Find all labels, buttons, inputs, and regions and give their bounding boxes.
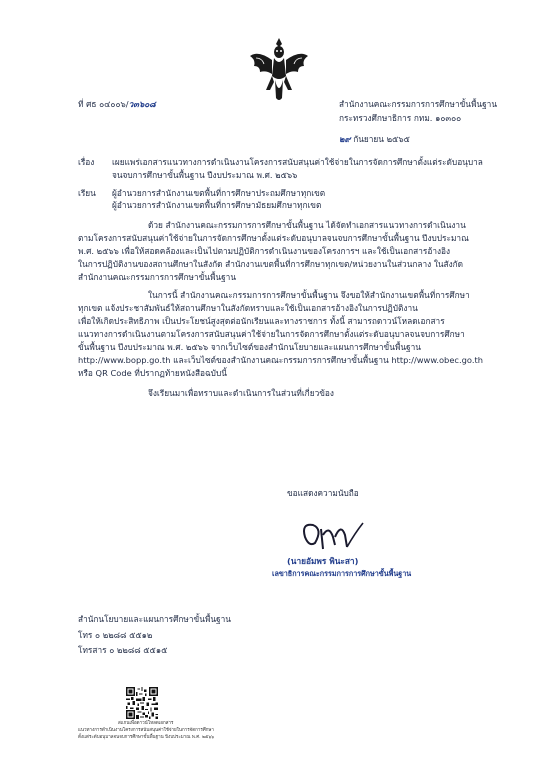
- ministry-address: กระทรวงศึกษาธิการ กทม. ๑๐๓๐๐: [339, 113, 462, 123]
- document-number-handwritten: ว๓๖๐๘: [128, 99, 156, 109]
- paragraph-1-line: พ.ศ. ๒๕๖๖ เพื่อให้สอดคล้องและเป็นไปตามปฏิบัติการดำเนินงานของโครงการฯ และใช้เป็นเอกสารอ้างอิง: [78, 246, 451, 256]
- garuda-emblem-icon: [248, 36, 310, 102]
- footer-unit: สำนักนโยบายและแผนการศึกษาขั้นพื้นฐาน: [78, 614, 231, 624]
- qr-caption-line: ตั้งแต่ระดับอนุบาลจนจบการศึกษาขั้นพื้นฐาน ปีงบประมาณ พ.ศ. ๒๕๖๖: [78, 735, 215, 740]
- qr-caption-line: แนวทางการดำเนินงานโครงการสนับสนุนค่าใช้จ่ายในการจัดการศึกษา: [78, 728, 214, 733]
- qr-caption-line: สแกนเพื่อดาวน์โหลดเอกสาร: [118, 721, 174, 726]
- paragraph-2-line: http://www.bopp.go.th และเว็บไซต์ของสำนักงานคณะกรรมการการศึกษาขั้นพื้นฐาน http://www.obec.go.th: [78, 355, 483, 365]
- paragraph-2-line: ขั้นพื้นฐาน ปีงบประมาณ พ.ศ. ๒๕๖๖ จากเว็บไซต์ของสำนักนโยบายและแผนการศึกษาขั้นพื้นฐาน: [78, 342, 421, 352]
- paragraph-2-line: หรือ QR Code ที่ปรากฏท้ายหนังสือฉบับนี้: [78, 368, 227, 378]
- recipient-label: เรียน: [78, 188, 96, 198]
- paragraph-1-line: ตามโครงการสนับสนุนค่าใช้จ่ายในการจัดการศึกษาตั้งแต่ระดับอนุบาลจนจบการศึกษาขั้นพื้นฐาน ปีงบประมาณ: [78, 233, 469, 243]
- footer-phone: โทร ๐ ๒๒๘๘ ๕๕๑๒: [78, 630, 153, 640]
- signatory-name: (นายอัมพร พินะสา): [287, 556, 359, 566]
- subject-line-1: เผยแพร่เอกสารแนวทางการดำเนินงานโครงการสนับสนุนค่าใช้จ่ายในการจัดการศึกษาตั้งแต่ระดับอนุบาล: [112, 157, 483, 167]
- qr-code-icon[interactable]: [126, 687, 158, 719]
- document-number: [78, 99, 156, 110]
- date-day-handwritten: ๒๙: [339, 134, 351, 144]
- footer-fax: โทรสาร ๐ ๒๒๘๘ ๕๕๑๕: [78, 645, 168, 655]
- signature-salutation: ขอแสดงความนับถือ: [287, 488, 359, 498]
- subject-label: เรื่อง: [78, 157, 95, 167]
- paragraph-2-line: ในการนี้ สำนักงานคณะกรรมการการศึกษาขั้นพื้นฐาน จึงขอให้สำนักงานเขตพื้นที่การศึกษา: [148, 290, 470, 300]
- paragraph-2-line: ทุกเขต แจ้งประชาสัมพันธ์ให้สถานศึกษาในสังกัดทราบและใช้เป็นเอกสารอ้างอิงในการปฏิบัติงาน: [78, 303, 418, 313]
- closing-sentence: จึงเรียนมาเพื่อทราบและดำเนินการในส่วนที่เกี่ยวข้อง: [148, 388, 334, 398]
- office-name: สำนักงานคณะกรรมการการศึกษาขั้นพื้นฐาน: [339, 99, 497, 109]
- paragraph-1-line: สำนักงานคณะกรรมการการศึกษาขั้นพื้นฐาน: [78, 272, 236, 282]
- paragraph-2-line: เพื่อให้เกิดประสิทธิภาพ เป็นประโยชน์สูงสุดต่อนักเรียนและทางราชการ ทั้งนี้ สามารถดาวน์โหลดเอกสาร: [78, 316, 445, 326]
- paragraph-1-line: ในการปฏิบัติงานของสถานศึกษาในสังกัด สำนักงานเขตพื้นที่การศึกษาทุกเขต/หน่วยงานในส่วนกลาง ในสังกัด: [78, 259, 464, 269]
- paragraph-1-line: ด้วย สำนักงานคณะกรรมการการศึกษาขั้นพื้นฐาน ได้จัดทำเอกสารแนวทางการดำเนินงาน: [148, 220, 466, 230]
- signatory-position: เลขาธิการคณะกรรมการการศึกษาขั้นพื้นฐาน: [272, 569, 412, 578]
- paragraph-2-line: แนวทางการดำเนินงานตามโครงการสนับสนุนค่าใช้จ่ายในการจัดการศึกษาตั้งแต่ระดับอนุบาลจนจบการศึกษา: [78, 329, 465, 339]
- letter-date: [339, 134, 410, 145]
- recipient-line-1: ผู้อำนวยการสำนักงานเขตพื้นที่การศึกษาประถมศึกษาทุกเขต: [112, 188, 326, 198]
- date-month-year: กันยายน ๒๕๖๕: [353, 134, 410, 144]
- document-number-prefix: ที่ ศธ ๐๔๐๐๖/: [78, 99, 129, 109]
- subject-line-2: จนจบการศึกษาขั้นพื้นฐาน ปีงบประมาณ พ.ศ. ๒๕๖๖: [112, 170, 298, 180]
- handwritten-signature: [297, 515, 367, 555]
- recipient-line-2: ผู้อำนวยการสำนักงานเขตพื้นที่การศึกษามัธยมศึกษาทุกเขต: [112, 200, 322, 210]
